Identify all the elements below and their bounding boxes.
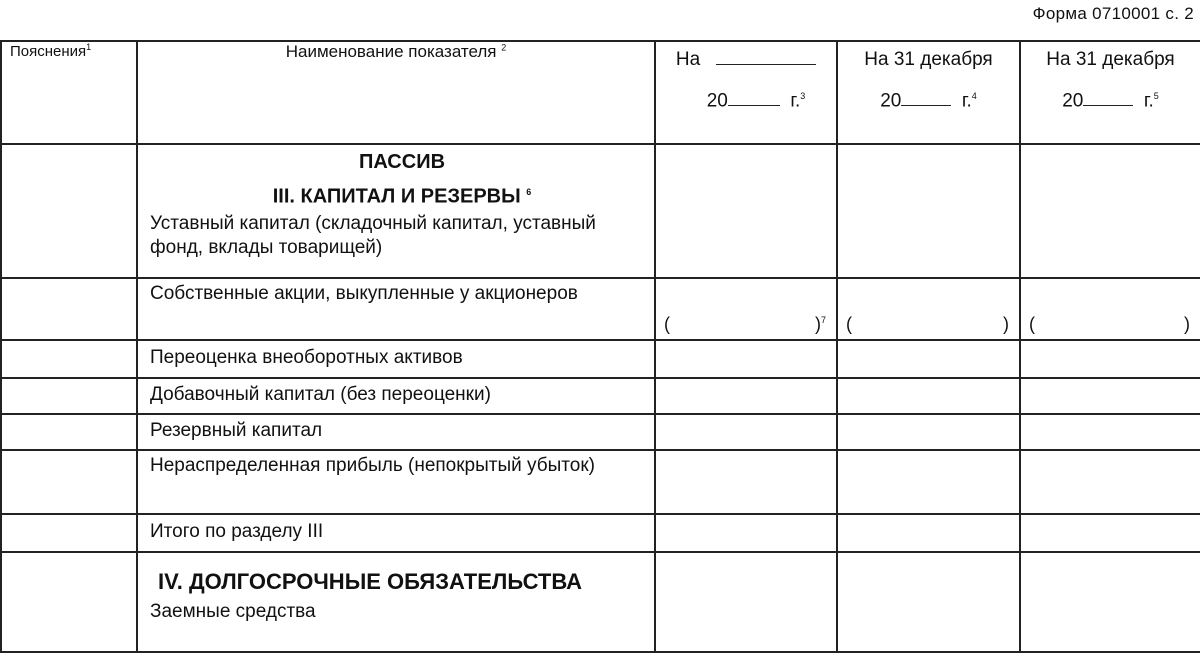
footnote-2: 2 [501,42,507,53]
col3-year-prefix: 20 [1062,90,1084,112]
notes-cell [1,144,137,278]
indicator-cell [137,378,655,414]
header-row [1,41,1200,144]
indicator-cell [137,340,655,378]
row-label-authorized-capital: Уставный капитал (складочный капитал, уставный фонд, вклады товарищей) [150,212,596,258]
row-label-own-shares: Собственные акции, выкупленные у акционеров [150,283,578,304]
value-cell [837,552,1020,652]
paren-close: ) [814,314,821,334]
notes-cell [1,514,137,552]
indicator-cell [137,278,655,340]
notes-cell [1,340,137,378]
footnote-3: 3 [800,91,806,101]
footnote-4: 4 [971,91,977,101]
col1-date-blank [716,64,816,65]
value-cell [837,450,1020,514]
indicator-cell [137,450,655,514]
table-row [1,278,1200,340]
table-row [1,552,1200,652]
section-title-liabilities: ПАССИВ [358,151,446,173]
value-cell [655,514,837,552]
value-cell [1020,378,1200,414]
value-cell [1020,450,1200,514]
value-cell [837,514,1020,552]
paren-open: ( [664,314,670,334]
header-notes-label: Пояснения [10,43,87,60]
row-label-retained-earnings: Нераспределенная прибыль (непокрытый убыток) [150,455,595,476]
footnote-5: 5 [1153,91,1159,101]
indicator-cell [137,514,655,552]
indicator-cell [137,144,655,278]
footnote-7: 7 [820,315,826,325]
value-cell [1020,414,1200,450]
table-row [1,340,1200,378]
value-cell [837,340,1020,378]
row-label-borrowings: Заемные средства [150,601,316,622]
indicator-cell [137,414,655,450]
value-cell [837,378,1020,414]
row-label-section3-total: Итого по разделу III [150,521,324,542]
value-cell [1020,552,1200,652]
table-row [1,414,1200,450]
section-title-capital [150,177,654,212]
notes-cell [1,552,137,652]
row-label-reserve-capital: Резервный капитал [150,420,323,441]
header-name-label: Наименование показателя [285,42,497,61]
col3-year-suffix: г. [1143,90,1154,112]
notes-cell [1,414,137,450]
form-code: Форма 0710001 с. 2 [1032,4,1194,23]
col2-prefix: На 31 декабря [864,49,993,70]
header-date-col-1 [655,41,837,144]
section-title-long-term-liabilities: IV. ДОЛГОСРОЧНЫЕ ОБЯЗАТЕЛЬСТВА [158,569,583,594]
value-cell [1020,340,1200,378]
col2-year-blank [901,105,951,106]
value-cell [837,144,1020,278]
notes-cell [1,450,137,514]
paren-open: ( [1029,314,1035,334]
value-cell [655,144,837,278]
value-cell [655,450,837,514]
table-row [1,450,1200,514]
col1-prefix: На [675,49,701,70]
col3-year-blank [1083,105,1133,106]
col1-year-prefix: 20 [706,90,728,112]
col1-year-suffix: г. [790,90,801,112]
balance-table [0,40,1200,653]
col3-prefix: На 31 декабря [1046,49,1175,70]
header-notes [1,41,137,144]
table-row [1,144,1200,278]
value-cell [655,278,837,340]
table-row [1,514,1200,552]
value-cell [655,378,837,414]
footnote-6: 6 [526,187,532,197]
notes-cell [1,378,137,414]
paren-close-noted [815,314,826,335]
header-date-col-3 [1020,41,1200,144]
value-cell [655,414,837,450]
section3-title-text: III. КАПИТАЛ И РЕЗЕРВЫ [272,185,521,208]
notes-cell [1,278,137,340]
header-date-col-2 [837,41,1020,144]
paren-close: ) [1003,314,1009,334]
value-cell [837,278,1020,340]
value-cell [1020,278,1200,340]
paren-close: ) [1184,314,1190,334]
row-label-revaluation: Переоценка внеоборотных активов [150,347,463,368]
value-cell [655,552,837,652]
header-indicator-name [137,41,655,144]
paren-open: ( [846,314,852,334]
row-label-additional-capital: Добавочный капитал (без переоценки) [150,384,491,405]
col2-year-suffix: г. [961,90,972,112]
col2-year-prefix: 20 [880,90,902,112]
col1-year-blank [728,105,780,106]
value-cell [837,414,1020,450]
value-cell [1020,514,1200,552]
indicator-cell [137,552,655,652]
table-row [1,378,1200,414]
footnote-1: 1 [86,42,92,52]
value-cell [1020,144,1200,278]
value-cell [655,340,837,378]
